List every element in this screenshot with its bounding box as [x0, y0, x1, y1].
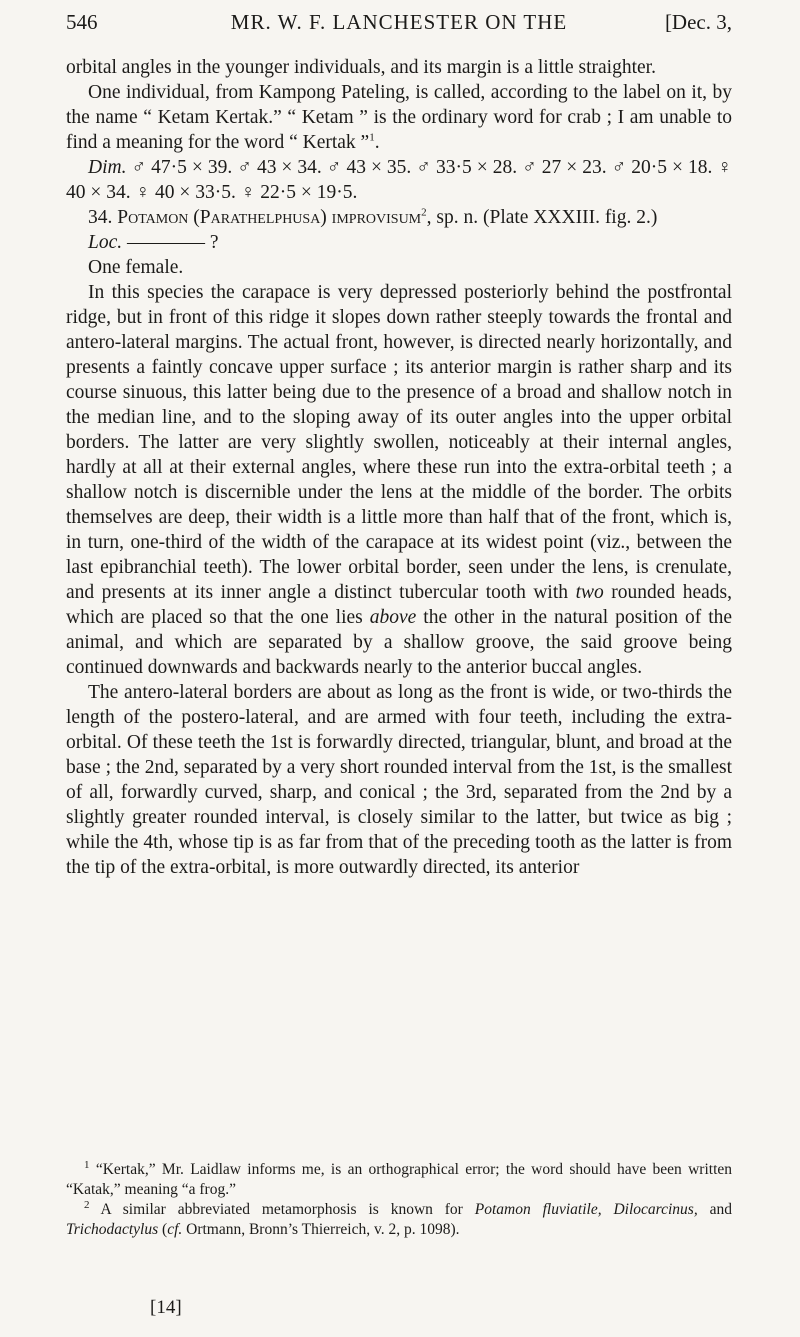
footnote-2	[66, 1200, 732, 1240]
locality-line	[66, 230, 732, 255]
paragraph-text: In this species the carapace is very depressed posteriorly behind the postfrontal ridge, but in front of this ridge it slopes down rather steeply towards the frontal and antero-lateral margins. The actual front, however, is directed nearly horizontally, and presents a faintly concave upper surface ; its anterior margin is rather sharp and its course sinuous, this latter being due to the presence of a broad and shallow notch in the median line, and to the sloping away of its outer angles into the upper orbital borders. The latter are very slightly swollen, noticeably at their internal angles, hardly at all at their external angles, where these run into the extra-orbital teeth ; a shallow notch is discernible under the lens at the middle of the border. The orbits themselves are deep, their width is a little more than half that of the front, which is, in turn, one-third of the width of the carapace at its widest point (viz., between the last epibranchial teeth). The lower orbital border, seen under the lens, is crenulate, and presents at its inner angle a distinct tubercular tooth with	[66, 282, 732, 603]
species-heading-rest: , sp. n. (Plate XXXIII. fig. 2.)	[426, 207, 658, 228]
italic-word: two	[575, 582, 604, 603]
italic-word: Potamon fluviatile,	[474, 1201, 602, 1218]
page-number: 546	[66, 10, 98, 34]
paragraph-text: One individual, from Kampong Pateling, is called, according to the label on it, by the name “ Ketam Kertak.” “ Ketam ” is the ordinary word for crab ; I am unable to find a meaning for the word “ Kertak ”	[66, 82, 732, 153]
footnote-mark: 1	[84, 1158, 90, 1171]
running-title: MR. W. F. LANCHESTER ON THE	[230, 10, 568, 34]
loc-value: ———— ?	[127, 232, 219, 253]
signature-mark: [14]	[150, 1297, 182, 1318]
italic-word: cf.	[167, 1221, 183, 1238]
paragraph	[66, 280, 732, 680]
footnote-text: A similar abbreviated metamorphosis is known for	[100, 1201, 463, 1218]
paragraph-text: .	[374, 132, 380, 153]
dim-label: Dim.	[88, 157, 127, 178]
running-header	[66, 10, 732, 36]
header-date: [Dec. 3,	[664, 10, 732, 34]
italic-word: Dilocarcinus,	[613, 1201, 698, 1218]
loc-label: Loc.	[88, 232, 123, 253]
dim-values: ♂ 47·5 × 39. ♂ 43 × 34. ♂ 43 × 35. ♂ 33·5 × 28. ♂ 27 × 23. ♂ 20·5 × 18. ♀ 40 × 34. ♀ 40 × 33·5. ♀ 22·5 × 19·5.	[66, 157, 732, 203]
paragraph: orbital angles in the younger individuals, and its margin is a little straighter.	[66, 57, 656, 78]
paragraph: The antero-lateral borders are about as long as the front is wide, or two-thirds the length of the postero-lateral, and are armed with four teeth, including the extra-orbital. Of these teeth the 1st is forwardly directed, triangular, blunt, and broad at the base ; the 2nd, separated by a very short rounded interval from the 1st, is the smallest of all, forwardly curved, sharp, and conical ; the 3rd, separated from the 2nd by a slightly greater rounded interval, is closely similar to the latter, but twice as big ; while the 4th, whose tip is as far from that of the preceding tooth as the latter is from the tip of the extra-orbital, is more outwardly directed, its anterior	[66, 682, 732, 878]
body-text	[66, 55, 732, 880]
footnote-mark: 2	[84, 1198, 90, 1211]
footnote-text: “Kertak,” Mr. Laidlaw informs me, is an orthographical error; the word should have been written “Katak,” meaning “a frog.”	[66, 1161, 733, 1198]
footnotes	[66, 1160, 732, 1240]
footnote-1	[66, 1160, 732, 1200]
species-heading	[66, 205, 732, 230]
species-title: 34. Potamon (Parathelphusa) improvisum	[88, 207, 422, 228]
italic-word: Trichodactylus	[66, 1221, 159, 1238]
paragraph	[66, 80, 732, 155]
dimensions-line	[66, 155, 732, 205]
paragraph: One female.	[88, 257, 184, 278]
footnote-text: Ortmann, Bronn’s Thierreich, v. 2, p. 1098).	[186, 1221, 460, 1238]
paragraph-text: rounded heads, which are placed so that the one lies	[66, 582, 732, 628]
paragraph-text: the other in the natural position of the animal, and which are separated by a shallow groove, the said groove being continued downwards and backwards nearly to the anterior buccal angles.	[66, 607, 733, 678]
footnote-text: and	[709, 1201, 732, 1218]
italic-word: above	[369, 607, 417, 628]
footnote-text: (	[162, 1221, 168, 1238]
footnote-ref: 1	[369, 131, 375, 144]
footnote-ref: 2	[421, 206, 427, 219]
